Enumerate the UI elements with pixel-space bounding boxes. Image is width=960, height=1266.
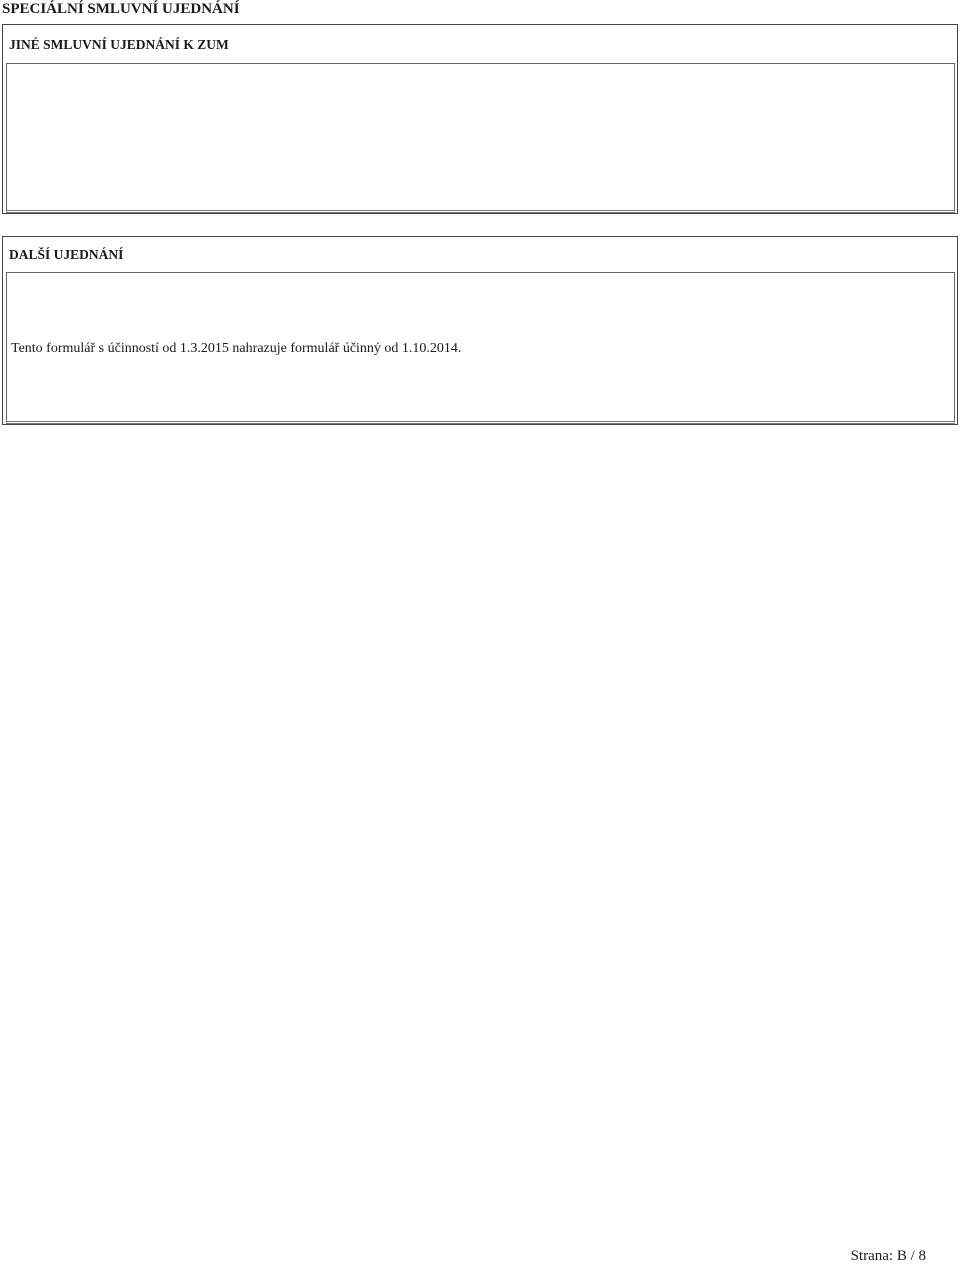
section-body-text: Tento formulář s účinností od 1.3.2015 nahrazuje formulář účinný od 1.10.2014. [11, 341, 462, 356]
section-title-other-agreements-zum: JINÉ SMLUVNÍ UJEDNÁNÍ K ZUM [9, 37, 229, 52]
section-other-agreements-zum [2, 24, 958, 214]
text-field-further-agreements [6, 272, 955, 424]
section-further-agreements [2, 236, 958, 425]
text-field-other-agreements-zum [6, 63, 955, 213]
page-heading: SPECIÁLNÍ SMLUVNÍ UJEDNÁNÍ [2, 1, 240, 17]
page-number: Strana: B / 8 [850, 1248, 926, 1264]
section-title-further-agreements: DALŠÍ UJEDNÁNÍ [9, 247, 124, 262]
